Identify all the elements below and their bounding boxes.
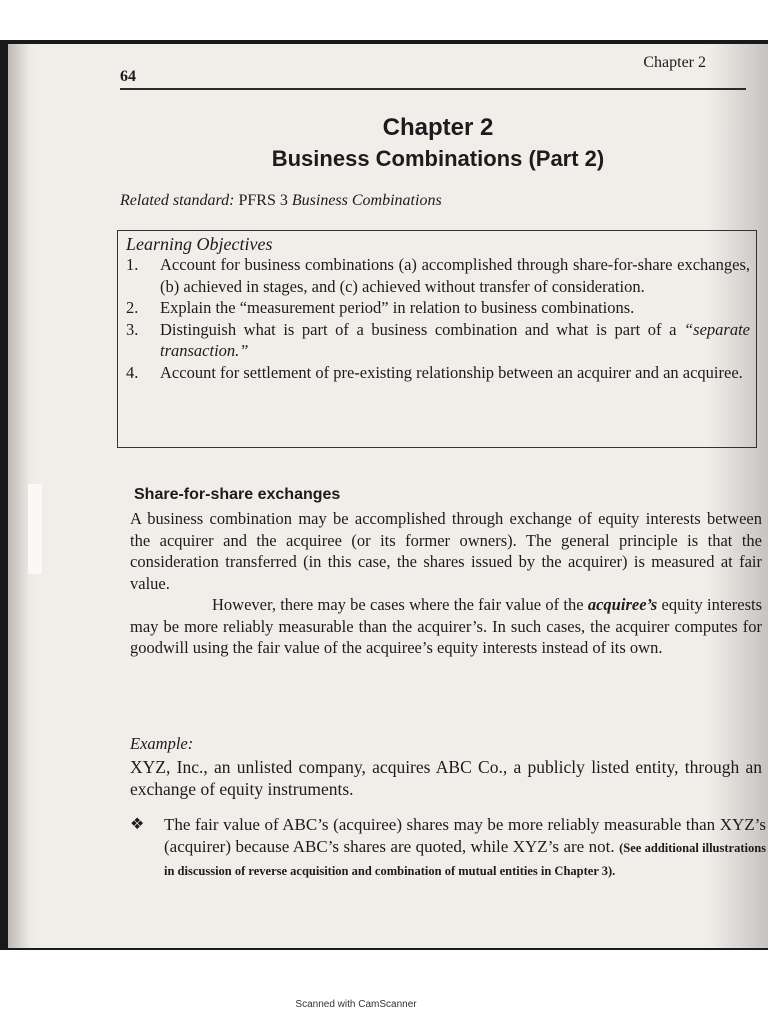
objective-item xyxy=(126,319,750,362)
bullet-note: (See additional illustrations in discussion of reverse acquisition and combination of mutual entities in Chapter 3). xyxy=(164,841,767,878)
paragraph-2-start: However, there may be cases where the fair value of the xyxy=(212,595,588,614)
example-text: XYZ, Inc., an unlisted company, acquires ABC Co., a publicly listed entity, through an exchange of equity instruments. xyxy=(130,757,762,799)
running-head: Chapter 2 xyxy=(643,54,706,71)
paragraph-2 xyxy=(130,594,762,659)
title-block xyxy=(118,112,758,174)
bullet-main-text: The fair value of ABC’s (acquiree) shares may be more reliably measurable than XYZ’s (acquirer) because ABC’s shares are quoted, while XYZ’s are not. xyxy=(164,815,766,856)
related-standard-label: Related standard: xyxy=(120,192,235,209)
objective-number: 1. xyxy=(126,255,139,274)
page-edge-shadow xyxy=(8,44,30,948)
objectives-list xyxy=(126,254,750,383)
paragraph-2-end: equity interests may be more reliably measurable than the acquirer’s. In such cases, the acquirer computes for goodwill using the fair value of the acquiree’s equity interests instead of its own. xyxy=(130,595,763,657)
objective-text: Account for settlement of pre-existing relationship between an acquirer and an acquiree. xyxy=(160,362,743,382)
objective-number: 4. xyxy=(126,362,139,382)
chapter-subtitle: Business Combinations (Part 2) xyxy=(271,146,605,171)
objective-item xyxy=(126,362,750,384)
paragraph-2-emphasis: acquiree’s xyxy=(587,595,658,614)
objective-text xyxy=(160,319,750,362)
objective-item xyxy=(126,254,750,297)
paragraph-1: A business combination may be accomplished through exchange of equity interests between the acquirer and the acquiree (or its former owners). The general principle is that the consideration transferred (in this case, the shares issued by the acquirer) is measured at fair value. xyxy=(130,509,762,593)
page-header xyxy=(120,54,746,90)
objective-item xyxy=(126,297,750,319)
example-label: Example: xyxy=(130,734,194,753)
objective-text-italic: “separate transaction.” xyxy=(160,319,750,360)
scanner-footer xyxy=(0,999,768,1010)
section-heading: Share-for-share exchanges xyxy=(134,486,341,503)
page-tab-mark xyxy=(28,484,42,574)
bullet-text xyxy=(164,814,766,882)
learning-objectives-heading: Learning Objectives xyxy=(126,234,273,254)
objective-number: 3. xyxy=(126,319,139,339)
book-page xyxy=(8,44,768,948)
scanner-watermark: Scanned with CamScanner xyxy=(295,999,417,1010)
related-standard-value: PFRS 3 xyxy=(238,192,288,209)
objective-number: 2. xyxy=(126,298,139,317)
objective-text: Explain the “measurement period” in relation to business combinations. xyxy=(160,298,635,317)
chapter-title: Chapter 2 xyxy=(382,114,494,141)
page-number: 64 xyxy=(120,68,136,85)
objective-text: Account for business combinations (a) accomplished through share-for-share exchanges, (b) achieved in stages, and (c) achieved without transfer of consideration. xyxy=(160,255,750,296)
related-standard-title: Business Combinations xyxy=(291,192,442,209)
learning-objectives-box xyxy=(117,230,757,448)
related-standard xyxy=(120,192,442,210)
section-body xyxy=(130,508,762,659)
objective-text-main: Distinguish what is part of a business combination and what is part of a xyxy=(160,319,684,339)
example-bullet xyxy=(130,814,766,882)
diamond-bullet-icon: ❖ xyxy=(130,816,145,833)
